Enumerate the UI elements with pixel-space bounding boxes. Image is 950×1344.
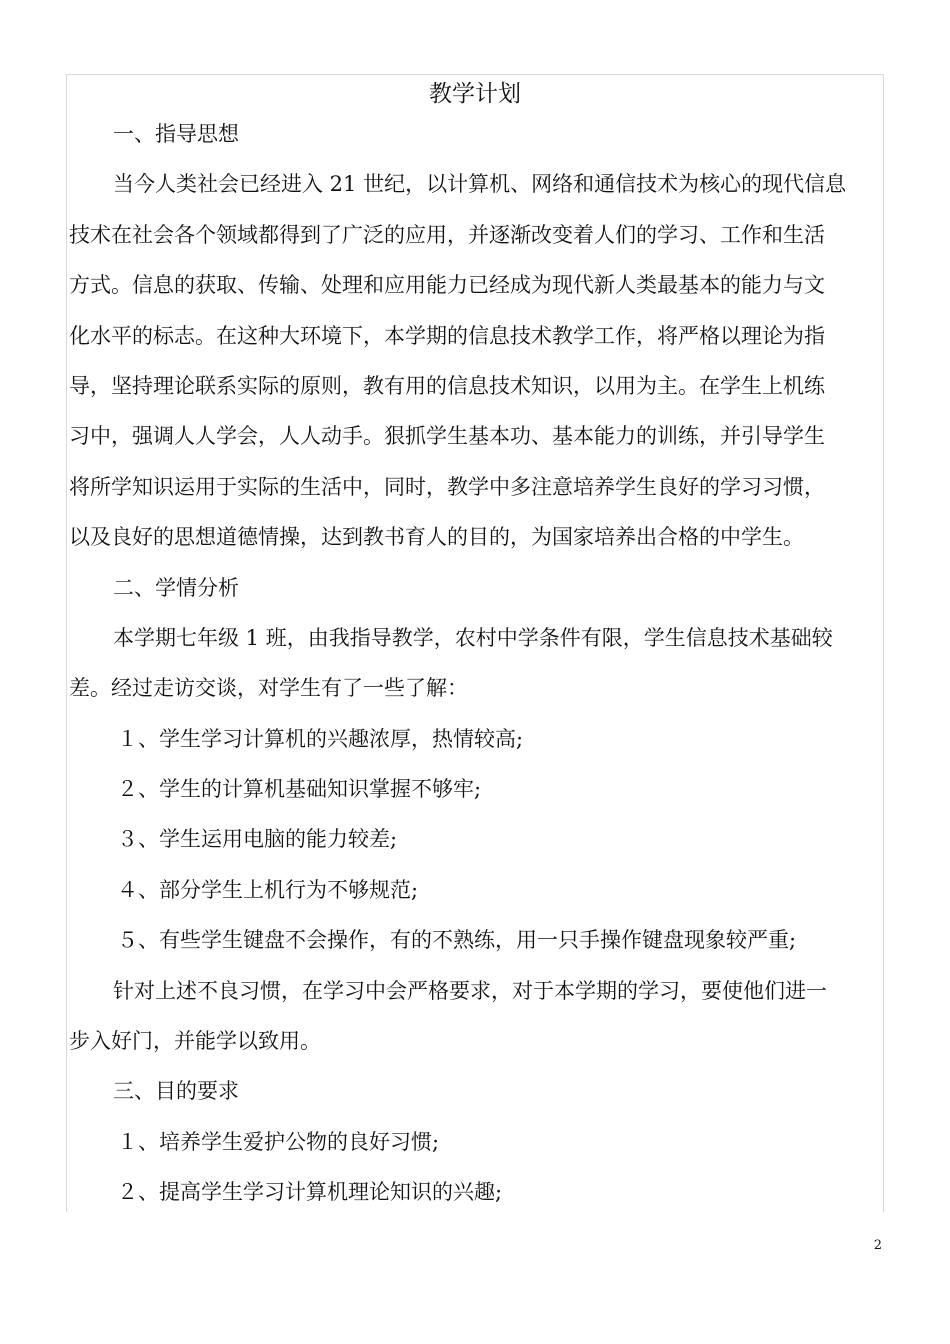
paragraph-line: 化水平的标志。在这种大环境下，本学期的信息技术教学工作，将严格以理论为指	[69, 323, 825, 348]
paragraph-line: 差。经过走访交谈，对学生有了一些了解：	[69, 676, 468, 701]
paragraph-line: 导，坚持理论联系实际的原则，教有用的信息技术知识，以用为主。在学生上机练	[69, 373, 825, 398]
paragraph-line: 当今人类社会已经进入 21 世纪，以计算机、网络和通信技术为核心的现代信息	[113, 172, 847, 197]
section-heading-guiding: 一、指导思想	[113, 122, 239, 146]
paragraph-line: 本学期七年级 1 班，由我指导教学，农村中学条件有限，学生信息技术基础较	[113, 625, 833, 650]
list-item: ２、学生的计算机基础知识掌握不够牢;	[117, 777, 482, 802]
section-heading-analysis: 二、学情分析	[113, 575, 239, 600]
list-item: ３、学生运用电脑的能力较差;	[117, 827, 398, 852]
paragraph-line: 步入好门，并能学以致用。	[69, 1029, 321, 1054]
paragraph-line: 方式。信息的获取、传输、处理和应用能力已经成为现代新人类最基本的能力与文	[69, 273, 825, 298]
paragraph-line: 以及良好的思想道德情操，达到教书育人的目的，为国家培养出合格的中学生。	[69, 525, 804, 550]
list-item: ５、有些学生键盘不会操作，有的不熟练，用一只手操作键盘现象较严重;	[117, 928, 797, 953]
paragraph-line: 将所学知识运用于实际的生活中，同时，教学中多注意培养学生良好的学习习惯，	[69, 474, 825, 499]
list-item: ２、提高学生学习计算机理论知识的兴趣;	[117, 1180, 503, 1205]
section-heading-goals: 三、目的要求	[113, 1079, 239, 1104]
list-item: １、培养学生爱护公物的良好习惯;	[117, 1129, 440, 1154]
paragraph-line: 技术在社会各个领域都得到了广泛的应用，并逐渐改变着人们的学习、工作和生活	[69, 222, 825, 247]
list-item: １、学生学习计算机的兴趣浓厚，热情较高;	[117, 726, 524, 751]
document-title: 教学计划	[429, 81, 521, 107]
page-number: 2	[873, 1238, 882, 1253]
paragraph-line: 针对上述不良习惯，在学习中会严格要求，对于本学期的学习，要使他们进一	[113, 978, 827, 1003]
document-body	[69, 122, 883, 1231]
paragraph-line: 习中，强调人人学会，人人动手。狠抓学生基本功、基本能力的训练，并引导学生	[69, 424, 825, 449]
list-item: ４、部分学生上机行为不够规范;	[117, 877, 419, 902]
